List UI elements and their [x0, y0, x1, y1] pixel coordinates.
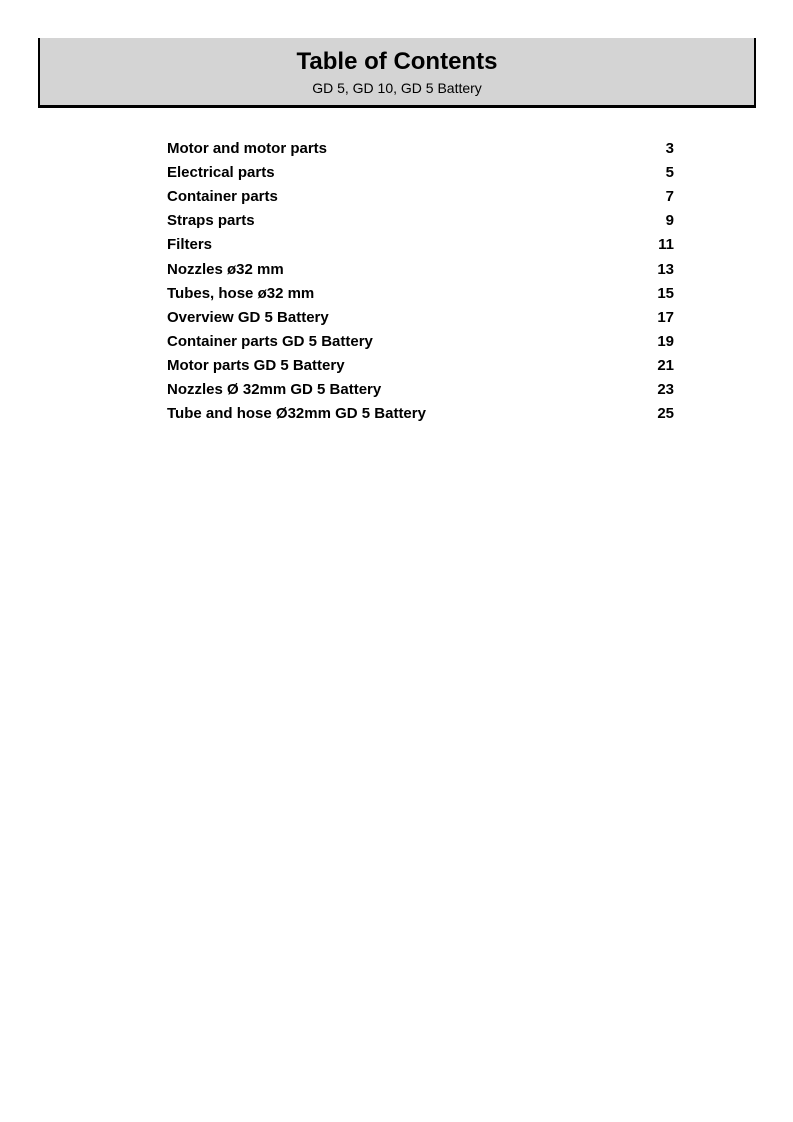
toc-entry-page: 11 — [658, 236, 674, 254]
toc-entry[interactable] — [167, 137, 674, 161]
toc-entry[interactable] — [167, 282, 674, 306]
toc-entry[interactable] — [167, 161, 674, 185]
toc-entry-page: 25 — [657, 405, 674, 423]
toc-entry-label: Filters — [167, 236, 213, 254]
toc-entry-label: Motor and motor parts — [167, 140, 327, 158]
toc-entry-label: Container parts GD 5 Battery — [167, 332, 373, 350]
toc-entry-page: 7 — [665, 188, 674, 206]
toc-entry-page: 23 — [657, 380, 674, 398]
toc-entry[interactable] — [167, 402, 674, 426]
toc-entry[interactable] — [167, 378, 674, 402]
toc-entry-label: Nozzles ø32 mm — [167, 260, 284, 278]
toc-entry-label: Electrical parts — [167, 164, 275, 182]
toc-entry-label: Tube and hose Ø32mm GD 5 Battery — [167, 405, 426, 423]
toc-entry-page: 9 — [665, 212, 674, 230]
page-subtitle: GD 5, GD 10, GD 5 Battery — [312, 80, 482, 96]
toc-entry-page: 17 — [657, 308, 674, 326]
toc-entry-label: Container parts — [167, 188, 278, 206]
toc-entry[interactable] — [167, 354, 674, 378]
toc-entry-page: 21 — [657, 356, 674, 374]
toc-entry[interactable] — [167, 185, 674, 209]
page-title: Table of Contents — [296, 48, 498, 75]
toc-header — [38, 38, 756, 108]
toc-entry-page: 15 — [657, 284, 674, 302]
toc-entry[interactable] — [167, 257, 674, 281]
toc-entry-label: Straps parts — [167, 212, 255, 230]
toc-entry[interactable] — [167, 209, 674, 233]
toc-list — [167, 137, 674, 426]
toc-entry[interactable] — [167, 330, 674, 354]
toc-entry-label: Nozzles Ø 32mm GD 5 Battery — [167, 380, 382, 398]
toc-entry-page: 19 — [657, 332, 674, 350]
toc-entry-label: Motor parts GD 5 Battery — [167, 356, 345, 374]
toc-entry-page: 3 — [665, 140, 674, 158]
toc-entry-label: Overview GD 5 Battery — [167, 308, 329, 326]
toc-entry[interactable] — [167, 306, 674, 330]
toc-entry-page: 5 — [665, 164, 674, 182]
toc-entry-label: Tubes, hose ø32 mm — [167, 284, 315, 302]
toc-entry[interactable] — [167, 233, 674, 257]
toc-entry-page: 13 — [657, 260, 674, 278]
